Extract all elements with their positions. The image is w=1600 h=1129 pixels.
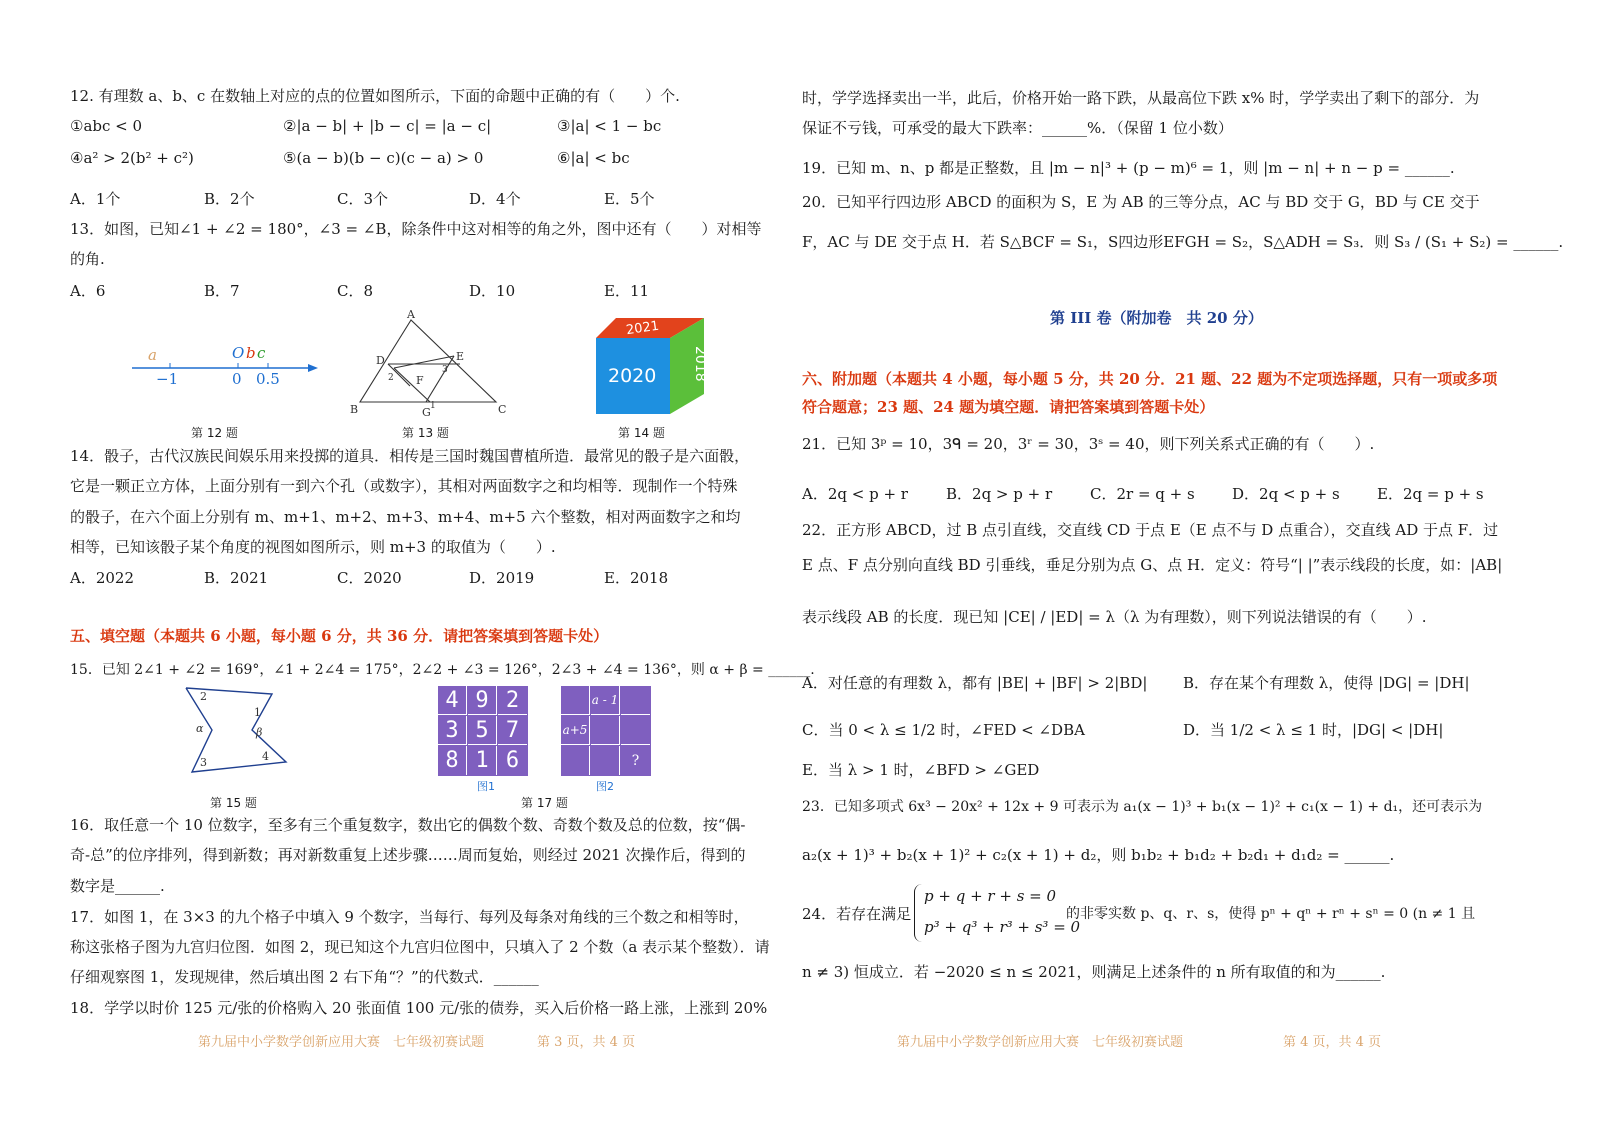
fig13-angle-2: 2 xyxy=(388,373,394,383)
q22-line3: 表示线段 AB 的长度．现已知 |CE| / |ED| = λ（λ 为有理数），则下列说法错误的有（ ）. xyxy=(802,608,1427,626)
q14-option-a: A．2022 xyxy=(70,569,135,587)
q12-option-e: E．5个 xyxy=(604,190,655,208)
fig13-angle-1: 1 xyxy=(430,401,436,411)
volume3-heading: 第 III 卷（附加卷 共 20 分） xyxy=(1050,309,1263,327)
q24-mid: 的非零实数 p、q、r、s，使得 pⁿ + qⁿ + rⁿ + sⁿ = 0 (n ≠ 1 且 xyxy=(1066,906,1476,922)
fig15-caption: 第 15 题 xyxy=(210,796,257,810)
fig13-label-c: C xyxy=(498,403,507,416)
fig17-grid1 xyxy=(438,686,528,776)
grid1-cell: 7 xyxy=(498,716,527,745)
q23-line2: a₂(x + 1)³ + b₂(x + 1)² + c₂(x + 1) + d₂，则 b₁b₂ + b₁d₂ + b₂d₁ + d₁d₂ = ______. xyxy=(802,846,1395,864)
q12-stmt-6: ⑥|a| < bc xyxy=(557,149,630,167)
q12-option-b: B．2个 xyxy=(204,190,255,208)
q12-option-a: A．1个 xyxy=(70,190,121,208)
q16-line3: 数字是______. xyxy=(70,877,165,895)
q13-option-a: A．6 xyxy=(70,282,106,300)
fig15-polygon-figure xyxy=(182,686,292,776)
grid1-cell: 4 xyxy=(438,686,467,715)
section5-heading: 五、填空题（本题共 6 小题，每小题 6 分，共 36 分．请把答案填到答题卡处） xyxy=(70,627,609,645)
fig17-caption: 第 17 题 xyxy=(521,796,568,810)
q20-line1: 20．已知平行四边形 ABCD 的面积为 S，E 为 AB 的三等分点，AC 与 BD 交于 G，BD 与 CE 交于 xyxy=(802,193,1480,211)
q12-stem: 12. 有理数 a、b、c 在数轴上对应的点的位置如图所示，下面的命题中正确的有（ ）个. xyxy=(70,87,680,105)
grid1-cell: 3 xyxy=(438,716,467,745)
fig12-number-line xyxy=(128,340,318,390)
q14-option-b: B．2021 xyxy=(204,569,269,587)
q24-system-brace xyxy=(914,884,924,942)
q14-option-d: D．2019 xyxy=(469,569,535,587)
fig15-angle-4: 4 xyxy=(262,750,269,763)
left-footer-page: 第 3 页，共 4 页 xyxy=(537,1035,636,1050)
q13-option-b: B．7 xyxy=(204,282,240,300)
q12-option-c: C．3个 xyxy=(337,190,389,208)
fig15-angle-3: 3 xyxy=(200,756,207,769)
q13-option-c: C．8 xyxy=(337,282,374,300)
q18-line2: 时，学学选择卖出一半，此后，价格开始一路下跌，从最高位下跌 x% 时，学学卖出了剩下的部分．为 xyxy=(802,89,1480,107)
fig13-label-g: G xyxy=(422,406,431,419)
q14-line3: 的骰子，在六个面上分别有 m、m+1、m+2、m+3、m+4、m+5 六个整数，相对两面数字之和均 xyxy=(70,508,741,526)
section6-heading-line1: 六、附加题（本题共 4 小题，每小题 5 分，共 20 分．21 题、22 题为不定项选择题，只有一项或多项 xyxy=(802,370,1498,388)
fig12-tick-05: 0.5 xyxy=(256,370,280,388)
q12-stmt-5: ⑤(a − b)(b − c)(c − a) > 0 xyxy=(283,149,484,167)
q22-option-e: E．当 λ > 1 时，∠BFD > ∠GED xyxy=(802,761,1040,779)
right-footer-page: 第 4 页，共 4 页 xyxy=(1283,1035,1382,1050)
q24-eq2: p³ + q³ + r³ + s³ = 0 xyxy=(924,918,1081,936)
section6-heading-line2: 符合题意；23 题、24 题为填空题．请把答案填到答题卡处） xyxy=(802,398,1215,416)
q21-option-c: C．2r = q + s xyxy=(1090,485,1195,503)
q24-lead: 24．若存在满足 xyxy=(802,905,912,923)
fig13-angle-3: 3 xyxy=(442,365,448,375)
q22-option-a: A．对任意的有理数 λ，都有 |BE| + |BF| > 2|BD| xyxy=(802,674,1148,692)
fig14-caption: 第 14 题 xyxy=(618,426,665,440)
q15-stem: 15．已知 2∠1 + ∠2 = 169°，∠1 + 2∠4 = 175°，2∠2 + ∠3 = 126°，2∠3 + ∠4 = 136°，则 α + β = ______. xyxy=(70,662,815,678)
q13-option-e: E．11 xyxy=(604,282,650,300)
right-footer-title: 第九届中小学数学创新应用大赛 七年级初赛试题 xyxy=(897,1035,1184,1050)
fig15-alpha: α xyxy=(196,722,204,735)
fig12-c-label: c xyxy=(257,344,266,362)
q13-stem-line2: 的角. xyxy=(70,250,105,268)
q17-line3: 仔细观察图 1，发现规律，然后填出图 2 右下角“？”的代数式．______ xyxy=(70,968,539,986)
q19-stem: 19．已知 m、n、p 都是正整数，且 |m − n|³ + (p − m)⁶ = 1，则 |m − n| + n − p = ______. xyxy=(802,159,1455,177)
fig13-label-e: E xyxy=(456,350,465,363)
q13-option-d: D．10 xyxy=(469,282,516,300)
fig14-dice-cube xyxy=(592,314,708,416)
grid2-cell-a-plus-5: a+5 xyxy=(561,716,590,745)
q12-stmt-3: ③|a| < 1 − bc xyxy=(557,117,662,135)
q21-option-e: E．2q = p + s xyxy=(1377,485,1484,503)
grid1-cell: 1 xyxy=(468,746,497,775)
fig13-label-f: F xyxy=(416,374,424,387)
left-footer-title: 第九届中小学数学创新应用大赛 七年级初赛试题 xyxy=(198,1035,485,1050)
q21-option-b: B．2q > p + r xyxy=(946,485,1053,503)
fig17-grid2 xyxy=(561,686,651,776)
fig12-o-label: O xyxy=(232,344,245,362)
grid1-cell: 6 xyxy=(505,748,520,773)
q24-eq1: p + q + r + s = 0 xyxy=(924,887,1057,905)
q22-line1: 22．正方形 ABCD，过 B 点引直线，交直线 CD 于点 E（E 点不与 D 点重合），交直线 AD 于点 F．过 xyxy=(802,521,1499,539)
q17-line2: 称这张格子图为九宫归位图．如图 2，现已知这个九宫归位图中，只填入了 2 个数（a 表示某个整数）．请 xyxy=(70,938,770,956)
fig14-top-face: 2021 xyxy=(625,318,661,339)
fig13-triangle-figure xyxy=(348,308,518,418)
q17-line1: 17．如图 1，在 3×3 的九个格子中填入 9 个数字，当每行、每列及每条对角线的三个数之和相等时， xyxy=(70,908,749,926)
q16-line2: 奇-总”的位序排列，得到新数；再对新数重复上述步骤……周而复始，则经过 2021 次操作后，得到的 xyxy=(70,846,746,864)
grid1-cell: 9 xyxy=(468,686,497,715)
q18-line3: 保证不亏钱，可承受的最大下跌率：______%．（保留 1 位小数） xyxy=(802,119,1233,137)
fig17-grid2-label: 图2 xyxy=(596,780,614,793)
q21-stem: 21．已知 3ᵖ = 10，3ᑫ = 20，3ʳ = 30，3ˢ = 40，则下列关系式正确的有（ ）. xyxy=(802,435,1375,453)
fig15-angle-1: 1 xyxy=(254,706,261,719)
q12-stmt-1: ①abc < 0 xyxy=(70,117,143,135)
q22-option-c: C．当 0 < λ ≤ 1/2 时，∠FED < ∠DBA xyxy=(802,721,1085,739)
q12-stmt-2: ②|a − b| + |b − c| = |a − c| xyxy=(283,117,492,135)
q21-option-d: D．2q < p + s xyxy=(1232,485,1340,503)
fig12-tick-neg1: −1 xyxy=(156,370,179,388)
q22-option-b: B．存在某个有理数 λ，使得 |DG| = |DH| xyxy=(1183,674,1470,692)
fig15-angle-2: 2 xyxy=(200,690,207,703)
fig14-front-face: 2020 xyxy=(608,365,657,387)
fig12-caption: 第 12 题 xyxy=(191,426,238,440)
q12-option-d: D．4个 xyxy=(469,190,521,208)
q18-line1: 18．学学以时价 125 元/张的价格购入 20 张面值 100 元/张的债券，买入后价格一路上涨，上涨到 20% xyxy=(70,999,768,1017)
fig13-label-d: D xyxy=(376,354,385,367)
grid2-cell-question: ? xyxy=(631,752,640,769)
q16-line1: 16．取任意一个 10 位数字，至多有三个重复数字，数出它的偶数个数、奇数个数及总的位数，按“偶- xyxy=(70,816,746,834)
grid1-cell: 2 xyxy=(498,686,527,715)
q23-line1: 23．已知多项式 6x³ − 20x² + 12x + 9 可表示为 a₁(x − 1)³ + b₁(x − 1)² + c₁(x − 1) + d₁，还可表示为 xyxy=(802,799,1483,815)
grid1-cell: 8 xyxy=(438,746,467,775)
fig17-grid1-label: 图1 xyxy=(477,780,495,793)
q22-line2: E 点、F 点分别向直线 BD 引垂线，垂足分别为点 G、点 H．定义：符号“| |”表示线段的长度，如：|AB| xyxy=(802,556,1503,574)
fig13-label-a: A xyxy=(407,308,415,321)
fig12-b-label: b xyxy=(246,344,256,362)
q12-stmt-4: ④a² > 2(b² + c²) xyxy=(70,149,194,167)
fig14-side-face: 2018 xyxy=(692,346,708,382)
fig13-caption: 第 13 题 xyxy=(402,426,449,440)
q22-option-d: D．当 1/2 < λ ≤ 1 时，|DG| < |DH| xyxy=(1183,721,1444,739)
fig15-beta: β xyxy=(256,726,263,739)
q13-stem-line1: 13．如图，已知∠1 + ∠2 = 180°，∠3 = ∠B，除条件中这对相等的角之外，图中还有（ ）对相等 xyxy=(70,220,762,238)
fig12-tick-0: 0 xyxy=(232,370,242,388)
q14-line2: 它是一颗正立方体，上面分别有一到六个孔（或数字），其相对两面数字之和均相等．现制作一个特殊 xyxy=(70,477,738,495)
q14-line1: 14．骰子，古代汉族民间娱乐用来投掷的道具．相传是三国时魏国曹植所造．最常见的骰子是六面骰， xyxy=(70,447,750,465)
grid2-cell-a-minus-1: a - 1 xyxy=(591,686,620,715)
grid1-cell: 5 xyxy=(468,716,497,745)
q14-option-e: E．2018 xyxy=(604,569,669,587)
fig13-label-b: B xyxy=(350,403,359,416)
q20-line2: F，AC 与 DE 交于点 H．若 S△BCF = S₁，S四边形EFGH = S₂，S△ADH = S₃．则 S₃ / (S₁ + S₂) = ______. xyxy=(802,233,1564,251)
q14-option-c: C．2020 xyxy=(337,569,402,587)
q14-line4: 相等，已知该骰子某个角度的视图如图所示，则 m+3 的取值为（ ）. xyxy=(70,538,556,556)
fig12-a-label: a xyxy=(148,346,157,364)
q24-line2: n ≠ 3) 恒成立．若 −2020 ≤ n ≤ 2021，则满足上述条件的 n 所有取值的和为______. xyxy=(802,963,1386,981)
q21-option-a: A．2q < p + r xyxy=(802,485,908,503)
